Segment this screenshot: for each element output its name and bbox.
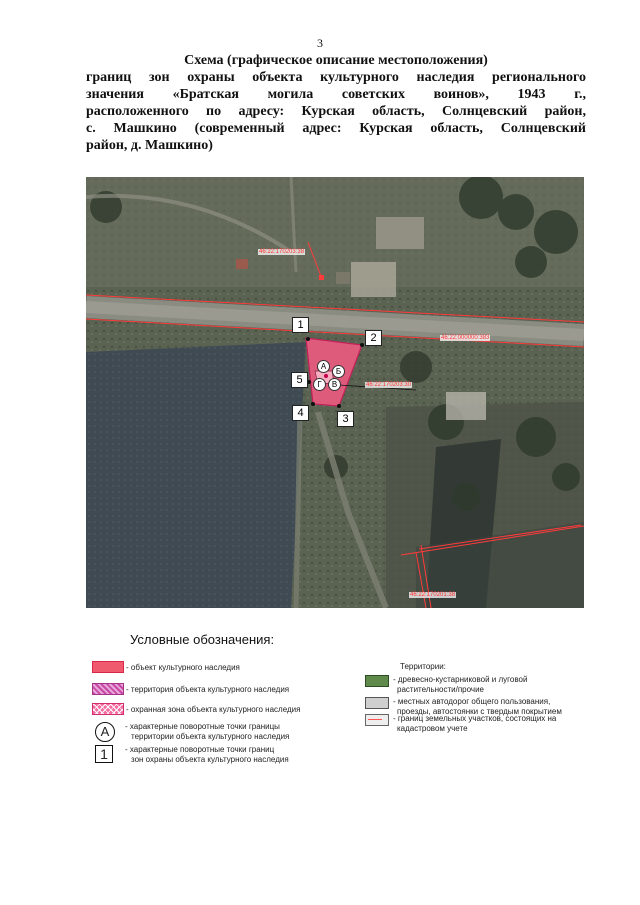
- zone-point-4: 4: [292, 405, 309, 421]
- map-image: [86, 177, 584, 608]
- zone-point-1: 1: [292, 317, 309, 333]
- cadastral-label-site: 46:22:170203:30: [366, 382, 412, 388]
- parcel-swatch: [365, 714, 389, 726]
- territory-point-v: В: [328, 378, 341, 391]
- territory-point-a: А: [317, 360, 330, 373]
- territory-road-text-2: проезды, автостоянки с твердым покрытием: [397, 707, 562, 716]
- zone-point-5: 5: [291, 372, 308, 388]
- territory-shrub: [365, 675, 595, 697]
- zone-swatch: [92, 703, 124, 715]
- title-line-4: расположенного по адресу: Курская область, Солнцевский район,: [86, 104, 586, 119]
- legend-item-territory-points: [95, 722, 355, 744]
- territory-swatch: [92, 683, 124, 695]
- legend-territory-points-text-1: - характерные поворотные точки границы: [125, 722, 280, 731]
- legend-item-territory: [92, 683, 352, 697]
- legend-object-text: - объект культурного наследия: [126, 663, 240, 672]
- title-line-3: значения «Братская могила советских воинов», 1943 г.,: [86, 87, 586, 102]
- circle-point-symbol: А: [95, 722, 115, 742]
- territory-shrub-text-2: растительности/прочие: [397, 685, 484, 694]
- square-point-symbol: 1: [95, 745, 113, 763]
- page-number: 3: [317, 36, 323, 50]
- territory-parcel-text-2: кадастровом учете: [397, 724, 468, 733]
- legend-zone-text: - охранная зона объекта культурного наследия: [126, 705, 301, 714]
- zone-point-3: 3: [337, 411, 354, 427]
- legend-zone-points-text-2: зон охраны объекта культурного наследия: [131, 755, 289, 764]
- legend-zone-points-text-1: - характерные поворотные точки границ: [125, 745, 275, 754]
- legend-item-zone-points: [95, 745, 355, 767]
- territory-point-g: Г: [313, 378, 326, 391]
- title-line-6: район, д. Машкино): [86, 138, 213, 153]
- territory-parcel: [365, 714, 595, 736]
- territory-road-text-1: - местных автодорог общего пользования,: [393, 697, 551, 706]
- territory-parcel-text-1: - границ земельных участков, состоящих на: [393, 714, 557, 723]
- road-swatch: [365, 697, 389, 709]
- territory-point-b: Б: [332, 365, 345, 378]
- legend-territory-text: - территория объекта культурного наследия: [126, 685, 290, 694]
- cadastral-label-road: 46:22:000000:383: [441, 335, 490, 341]
- document-title: [86, 52, 586, 154]
- legend-title: Условные обозначения:: [130, 632, 275, 647]
- cadastral-label-bottom: 46:22:170201:38: [410, 592, 456, 598]
- legend-item-zone: [92, 703, 352, 717]
- zone-point-2: 2: [365, 330, 382, 346]
- shrub-swatch: [365, 675, 389, 687]
- territories-title: Территории:: [400, 662, 446, 671]
- satellite-map: [86, 177, 584, 608]
- legend-item-object: [92, 661, 352, 675]
- title-line-2: границ зон охраны объекта культурного наследия регионального: [86, 70, 586, 85]
- title-line-1: Схема (графическое описание местоположения): [184, 53, 488, 68]
- territory-shrub-text-1: - древесно-кустарниковой и луговой: [393, 675, 528, 684]
- object-swatch: [92, 661, 124, 673]
- title-line-5: с. Машкино (современный адрес: Курская область, Солнцевский: [86, 121, 586, 136]
- legend-territory-points-text-2: территории объекта культурного наследия: [131, 732, 290, 741]
- cadastral-label-top: 46:22:170203:38: [259, 249, 305, 255]
